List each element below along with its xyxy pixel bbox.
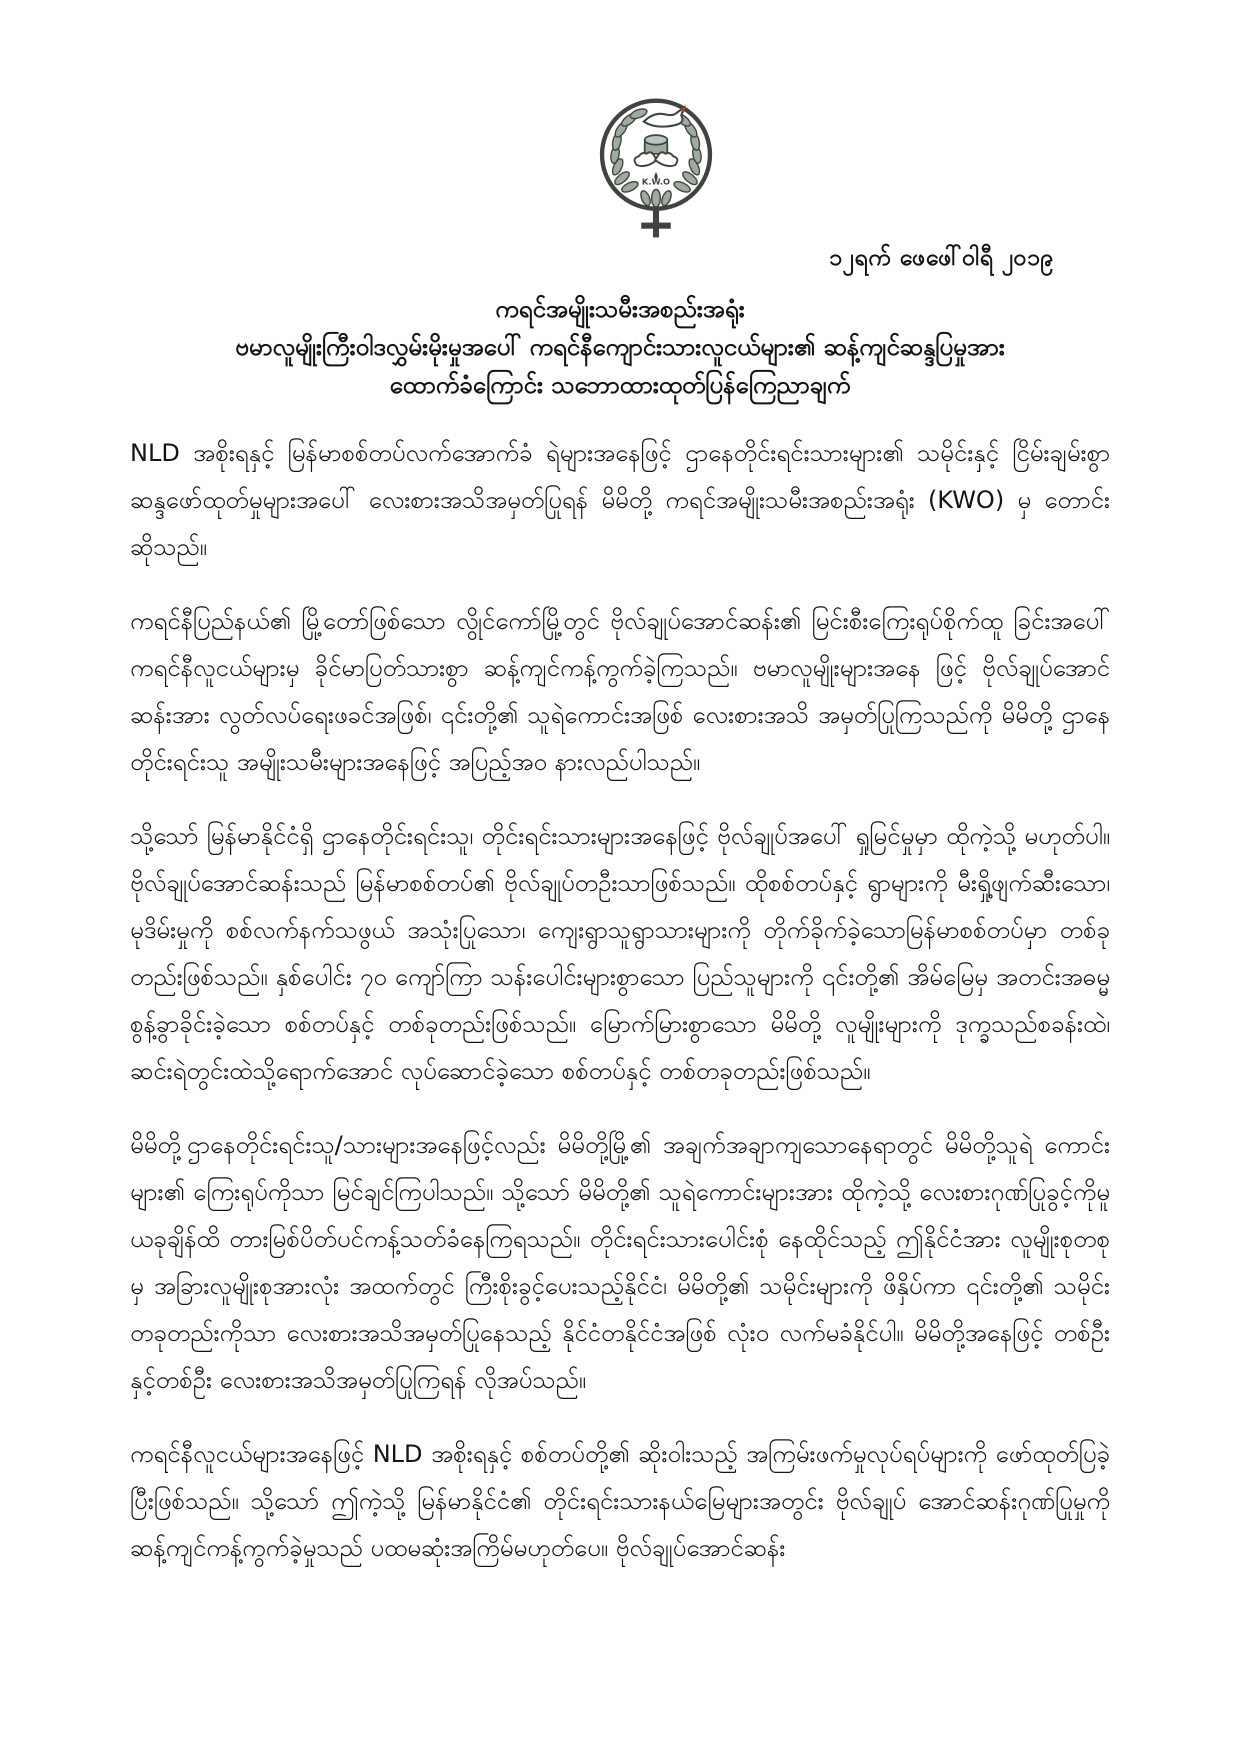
title-line-2: ဗမာလူမျိုးကြီးဝါဒလွှမ်းမိုးမှုအပေါ် ကရင်နီကျောင်းသားလူငယ်များ၏ ဆန့်ကျင်ဆန္ဒပြမှုအား: [235, 333, 1005, 361]
date-line: ၁၂ရက် ဖေဖေါ်ဝါရီ ၂၀၁၉: [829, 245, 1054, 271]
statement-body: [130, 430, 1110, 1599]
paragraph-1: NLD အစိုးရနှင့် မြန်မာစစ်တပ်လက်အောက်ခံ ရဲများအနေဖြင့် ဌာနေတိုင်းရင်းသားများ၏ သမိုင်းနှင့် ငြိမ်းချမ်းစွာ ဆန္ဒဖော်ထုတ်မှုများအပေါ် လေးစားအသိအမှတ်ပြုရန် မိမိတို့ ကရင်အမျိုးသမီးအစည်းအရုံး (KWO) မှ တောင်းဆိုသည်။: [130, 439, 1110, 561]
paragraph-3: သို့သော် မြန်မာနိုင်ငံရှိ ဌာနေတိုင်းရင်းသူ၊ တိုင်းရင်းသားများအနေဖြင့် ဗိုလ်ချုပ်အပေါ် ရှုမြင်မှုမှာ ထိုကဲ့သို့ မဟုတ်ပါ။ ဗိုလ်ချုပ်အောင်ဆန်းသည် မြန်မာစစ်တပ်၏ ဗိုလ်ချုပ်တဦးသာဖြစ်သည်။ ထိုစစ်တပ်နှင့် ရွာများကို မီးရှို့ဖျက်ဆီးသော၊ မုဒိမ်းမှုကို စစ်လက်နက်သဖွယ် အသုံးပြုသော၊ ကျေးရွာသူရွာသားများကို တိုက်ခိုက်ခဲ့သောမြန်မာစစ်တပ်မှာ တစ်ခုတည်းဖြစ်သည်။ နှစ်ပေါင်း ၇၀ ကျော်ကြာ သန်းပေါင်းများစွာသော ပြည်သူများကို ၎င်းတို့၏ အိမ်မြေမှ အတင်းအဓမ္မ စွန့်ခွာခိုင်းခဲ့သော စစ်တပ်နှင့် တစ်ခုတည်းဖြစ်သည်။ မြောက်မြားစွာသော မိမိတို့ လူမျိုးများကို ဒုက္ခသည်စခန်းထဲ၊ ဆင်းရဲတွင်းထဲသို့ရောက်အောင် လုပ်ဆောင်ခဲ့သော စစ်တပ်နှင့် တစ်တခုတည်းဖြစ်သည်။: [130, 822, 1110, 1085]
drum: [645, 135, 668, 154]
paragraph-4: မိမိတို့ဌာနေတိုင်းရင်းသူ/သားများအနေဖြင့်လည်း မိမိတို့မြို့၏ အချက်အချာကျသောနေရာတွင် မိမိတို့သူရဲ ကောင်းများ၏ ကြေးရုပ်ကိုသာ မြင်ချင်ကြပါသည်။ သို့သော် မိမိတို့၏ သူရဲကောင်းများအား ထိုကဲ့သို့ လေးစားဂုဏ်ပြုခွင့်ကိုမူ ယခုချိန်ထိ တားမြစ်ပိတ်ပင်ကန့်သတ်ခံနေကြရသည်။ တိုင်းရင်းသားပေါင်းစုံ နေထိုင်သည့် ဤနိုင်ငံအား လူမျိုးစုတစုမှ အခြားလူမျိုးစုအားလုံး အထက်တွင် ကြီးစိုးခွင့်ပေးသည့်နိုင်ငံ၊ မိမိတို့၏ သမိုင်းများကို ဖိနှိပ်ကာ ၎င်းတို့၏ သမိုင်းတခုတည်းကိုသာ လေးစားအသိအမှတ်ပြုနေသည့် နိုင်ငံတနိုင်ငံအဖြစ် လုံးဝ လက်မခံနိုင်ပါ။ မိမိတို့အနေဖြင့် တစ်ဦးနှင့်တစ်ဦး လေးစားအသိအမှတ်ပြုကြရန် လိုအပ်သည်။: [130, 1131, 1110, 1394]
kwo-acronym: K.W.O: [641, 176, 671, 187]
lotus: [639, 189, 673, 206]
kwo-logo: [586, 92, 726, 240]
paragraph-2: ကရင်နီပြည်နယ်၏ မြို့တော်ဖြစ်သော လွိုင်ကော်မြို့တွင် ဗိုလ်ချုပ်အောင်ဆန်း၏ မြင်းစီးကြေးရုပ်စိုက်ထူ ခြင်းအပေါ် ကရင်နီလူငယ်များမှ ခိုင်မာပြတ်သားစွာ ဆန့်ကျင်ကန့်ကွက်ခဲ့ကြသည်။ ဗမာလူမျိုးများအနေ ဖြင့် ဗိုလ်ချုပ်အောင်ဆန်းအား လွတ်လပ်ရေးဖခင်အဖြစ်၊ ၎င်းတို့၏ သူရဲကောင်းအဖြစ် လေးစားအသိ အမှတ်ပြုကြသည်ကို မိမိတို့ ဌာနေတိုင်းရင်းသူ အမျိုးသမီးများအနေဖြင့် အပြည့်အဝ နားလည်ပါသည်။: [130, 607, 1110, 776]
title-line-1: ကရင်အမျိုးသမီးအစည်းအရုံး: [495, 295, 745, 323]
title-line-3: ထောက်ခံကြောင်း သဘောထားထုတ်ပြန်ကြေညာချက်: [389, 371, 851, 399]
statement-title: [60, 290, 1180, 404]
paragraph-5: ကရင်နီလူငယ်များအနေဖြင့် NLD အစိုးရနှင့် စစ်တပ်တို့၏ ဆိုးဝါးသည့် အကြမ်းဖက်မှုလုပ်ရပ်များကို ဖော်ထုတ်ပြခဲ့ပြီးဖြစ်သည်။ သို့သော် ဤကဲ့သို့ မြန်မာနိုင်ငံ၏ တိုင်းရင်းသားနယ်မြေများအတွင်း ဗိုလ်ချုပ် အောင်ဆန်းဂုဏ်ပြုမှုကို ဆန့်ကျင်ကန့်ကွက်ခဲ့မှုသည် ပထမဆုံးအကြိမ်မဟုတ်ပေ။ ဗိုလ်ချုပ်အောင်ဆန်း: [130, 1440, 1110, 1562]
female-symbol: [641, 208, 671, 238]
